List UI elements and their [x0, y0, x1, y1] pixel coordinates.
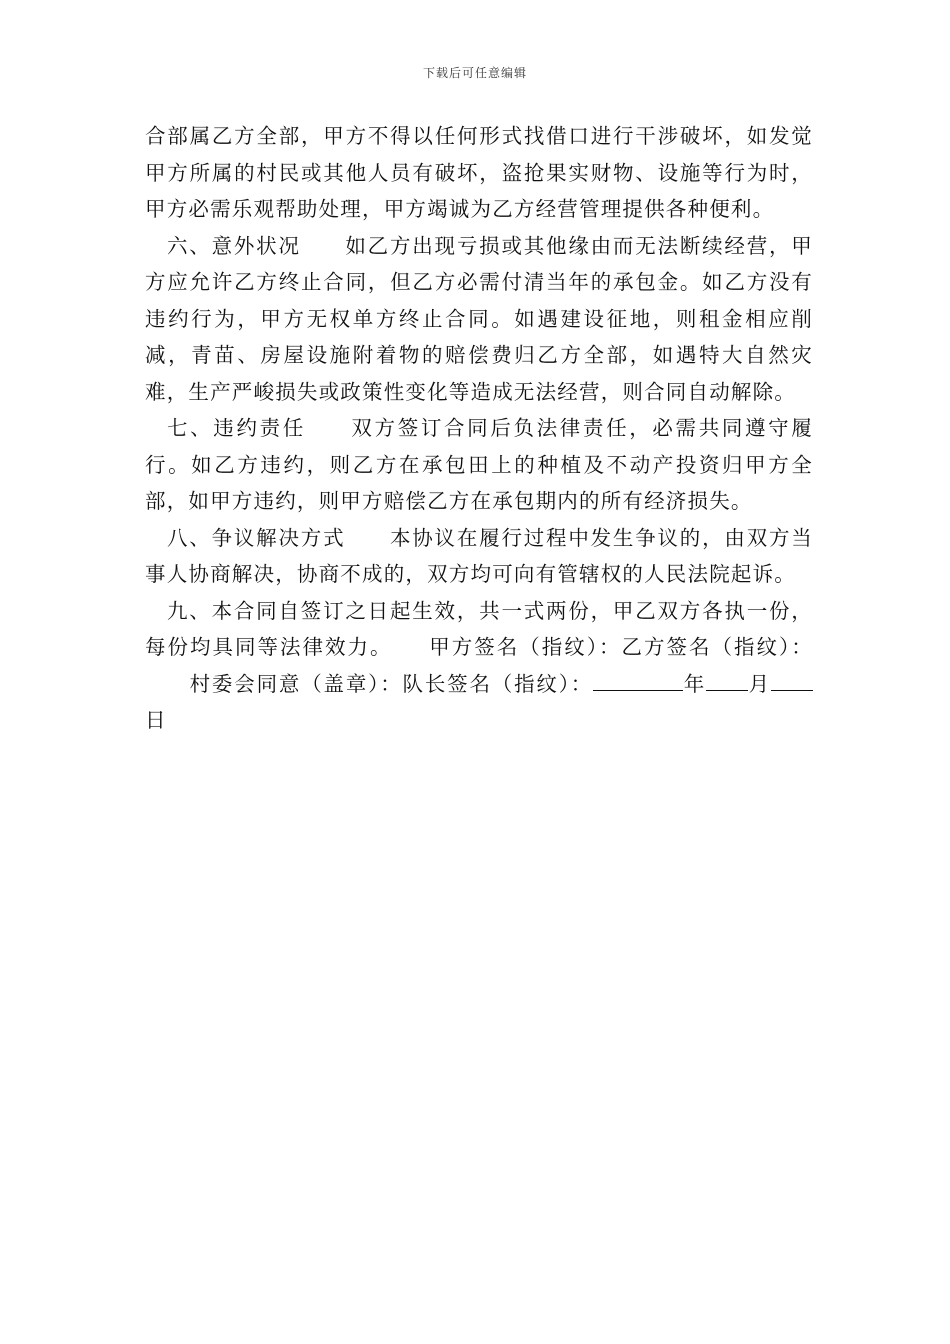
section-9-body: 九、本合同自签订之日起生效，共一式两份，甲乙双方各执一份，每份均具同等法律效力。	[145, 598, 813, 659]
section-7-title: 七、违约责任	[167, 416, 306, 440]
date-month-blank	[706, 672, 748, 691]
page-header-note: 下载后可任意编辑	[422, 66, 527, 80]
date-month-label: 月	[748, 671, 771, 696]
paragraph-section-9	[145, 593, 813, 739]
sign-party-b: 乙方签名（指纹）：	[621, 635, 813, 659]
date-day-blank	[771, 672, 813, 691]
section-8-body: 本协议在履行过程中发生争议的，由双方当事人协商解决，协商不成的，双方均可向有管辖权的人民法院起诉。	[145, 525, 813, 586]
paragraph-section-6	[145, 228, 813, 411]
date-day-label: 日	[145, 708, 167, 732]
section-7-body: 双方签订合同后负法律责任，必需共同遵守履行。如乙方违约，则乙方在承包田上的种植及不动产投资归甲方全部，如甲方违约，则甲方赔偿乙方在承包期内的所有经济损失。	[145, 416, 814, 513]
document-body	[145, 118, 813, 739]
section-6-body: 如乙方出现亏损或其他缘由而无法断续经营，甲方应允许乙方终止合同，但乙方必需付清当年的承包金。如乙方没有违约行为，甲方无权单方终止合同。如遇建设征地，则租金相应削减，青苗、房屋设施附着物的赔偿费归乙方全部，如遇特大自然灾难，生产严峻损失或政策性变化等造成无法经营，则合同自动解除。	[145, 233, 813, 404]
paragraph-continuation: 合部属乙方全部，甲方不得以任何形式找借口进行干涉破坏，如发觉甲方所属的村民或其他人员有破坏，盗抢果实财物、设施等行为时，甲方必需乐观帮助处理，甲方竭诚为乙方经营管理提供各种便利。	[145, 124, 813, 221]
date-year-label: 年	[683, 671, 707, 696]
section-8-title: 八、争议解决方式	[167, 525, 346, 550]
sign-party-a: 甲方签名（指纹）：	[428, 635, 622, 659]
section-6-title: 六、意外状况	[167, 233, 301, 258]
sign-leader: 队长签名（指纹）：	[402, 671, 594, 696]
sign-village: 村委会同意（盖章）：	[189, 671, 403, 696]
paragraph-section-8	[145, 520, 813, 593]
paragraph-section-7	[145, 410, 813, 520]
date-year-blank	[593, 672, 683, 691]
